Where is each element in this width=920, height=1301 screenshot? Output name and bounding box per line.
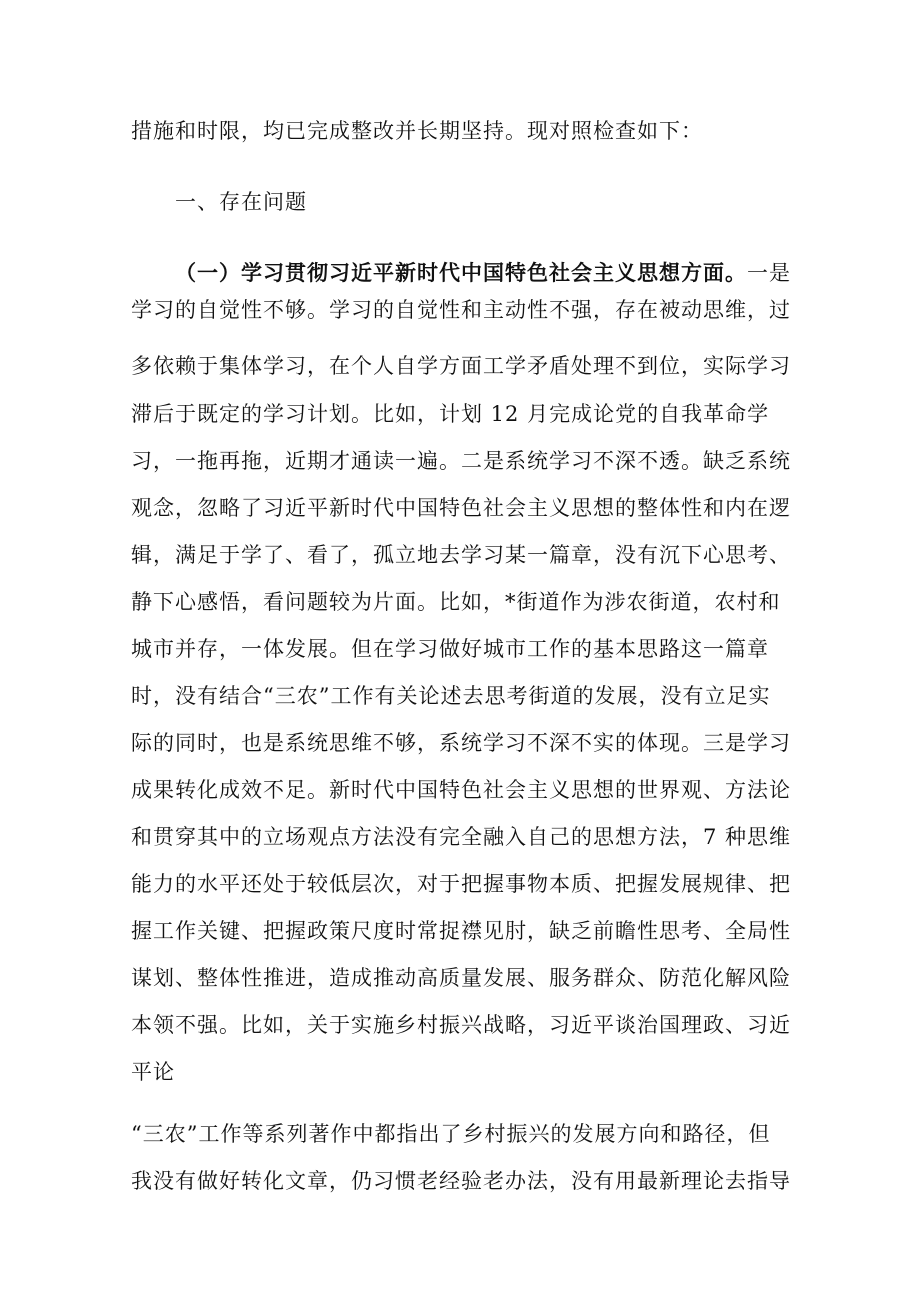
paragraph-line: 我没有做好转化文章，仍习惯老经验老办法，没有用最新理论去指导	[131, 1169, 791, 1193]
paragraph-line: 多依赖于集体学习，在个人自学方面工学矛盾处理不到位，实际学习	[131, 354, 791, 378]
paragraph-line: 能力的水平还处于较低层次，对于把握事物本质、把握发展规律、把	[131, 872, 791, 896]
paragraph-line: 和贯穿其中的立场观点方法没有完全融入自己的思想方法，7 种思维	[131, 825, 792, 849]
paragraph-line: 城市并存，一体发展。但在学习做好城市工作的基本思路这一篇章	[131, 637, 769, 661]
paragraph-line: “三农”工作等系列著作中都指出了乡村振兴的发展方向和路径，但	[131, 1122, 771, 1146]
paragraph-line: 本领不强。比如，关于实施乡村振兴战略，习近平谈治国理政、习近	[131, 1013, 791, 1037]
paragraph-line: 措施和时限，均已完成整改并长期坚持。现对照检查如下：	[131, 119, 703, 143]
paragraph-line: 成果转化成效不足。新时代中国特色社会主义思想的世界观、方法论	[131, 778, 791, 802]
paragraph-line: 辑，满足于学了、看了，孤立地去学习某一篇章，没有沉下心思考、	[131, 543, 791, 567]
section-heading: 一、存在问题	[175, 190, 307, 214]
paragraph-line: 学习的自觉性不够。学习的自觉性和主动性不强，存在被动思维，过	[131, 298, 791, 322]
subsection-heading: （一）学习贯彻习近平新时代中国特色社会主义思想方面。	[175, 260, 747, 285]
paragraph-line-tail: 一是	[747, 261, 791, 285]
paragraph-line: 习，一拖再拖，近期才通读一遍。二是系统学习不深不透。缺乏系统	[131, 449, 791, 473]
paragraph-line: 观念，忽略了习近平新时代中国特色社会主义思想的整体性和内在逻	[131, 496, 791, 520]
paragraph-line: 静下心感悟，看问题较为片面。比如，*街道作为涉农街道，农村和	[131, 590, 781, 614]
paragraph-line: 谋划、整体性推进，造成推动高质量发展、服务群众、防范化解风险	[131, 966, 791, 990]
paragraph-line: 平论	[131, 1060, 175, 1084]
paragraph-line: 时，没有结合“三农”工作有关论述去思考街道的发展，没有立足实	[131, 684, 771, 708]
paragraph-line: 际的同时，也是系统思维不够，系统学习不深不实的体现。三是学习	[131, 731, 791, 755]
paragraph-line: 滞后于既定的学习计划。比如，计划 12 月完成论党的自我革命学	[131, 402, 770, 426]
paragraph-line: 握工作关键、把握政策尺度时常捉襟见肘，缺乏前瞻性思考、全局性	[131, 919, 791, 943]
paragraph-line	[175, 259, 835, 287]
